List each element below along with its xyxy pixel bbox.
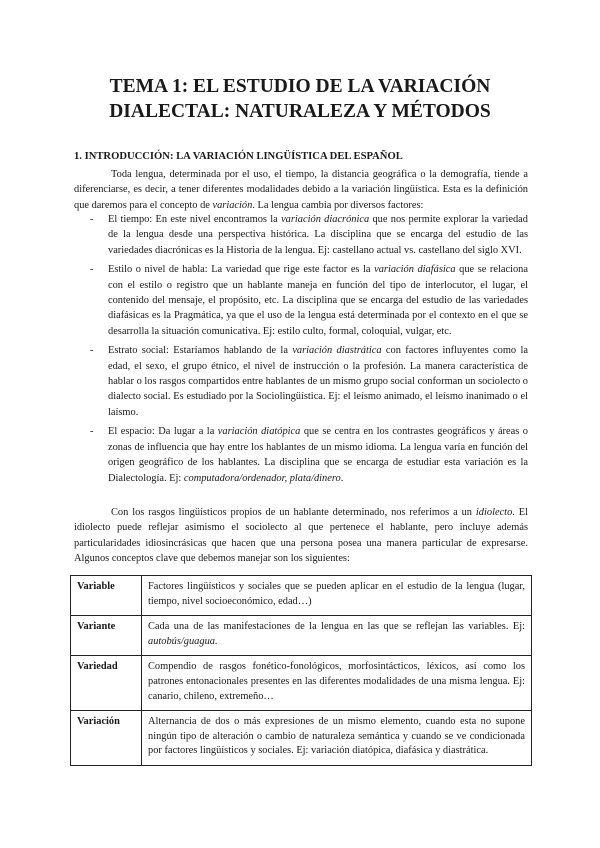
factor-text: El espacio: Da lugar a la <box>108 426 218 438</box>
factor-text: . <box>340 472 344 484</box>
factor-term: variación diafásica <box>374 264 456 276</box>
concept-term: Variable <box>71 576 142 616</box>
factor-text: Estrato social: Estaríamos hablando de la <box>108 345 293 357</box>
factor-space <box>74 424 528 486</box>
document-title: TEMA 1: EL ESTUDIO DE LA VARIACIÓN DIALECTAL: NATURALEZA Y MÉTODOS <box>109 76 491 122</box>
factor-term: variación diastrática <box>292 345 382 357</box>
concept-term: Variante <box>71 616 142 656</box>
table-row <box>71 616 532 656</box>
definition-example: autobús/guagua. <box>148 635 218 647</box>
factor-text: que se centra en los contrastes geográficos y áreas o zonas de influencia que hay entre los hablantes de un mismo idioma. La lengua varía en función del origen geográfico de los hablantes. La disciplina que se encarga de estudiar esta variación es la Dialectología. Ej: <box>108 426 528 484</box>
idiolect-paragraph <box>74 505 528 567</box>
list-dash: - <box>90 345 94 357</box>
factor-text: que se relaciona con el estilo o registro que un hablante maneja en función del tipo de interlocutor, el lugar, el contenido del mensaje, el propósito, etc. La disciplina que se encarga del estudio de las variedades diafásicas es la Pragmática, ya que el uso de la lengua está determinada por el contexto en el que se desarrolla la situación comunicativa. Ej: estilo culto, formal, coloquial, vulgar, etc. <box>108 264 528 337</box>
concept-definition <box>142 656 532 711</box>
factor-text: El tiempo: En este nivel encontramos la <box>108 214 282 225</box>
factor-term: variación diacrónica <box>281 214 370 225</box>
definition-text: Cada una de las manifestaciones de la lengua en las que se reflejan las variables. Ej: <box>148 621 525 633</box>
table-row <box>71 711 532 766</box>
factor-text: con factores influyentes como la edad, el sexo, el grupo étnico, el nivel de instrucción o la profesión. La manera característica de hablar o los rasgos compartidos entre hablantes de un mismo grupo social conforman un sociolecto o dialecto social. Es estudiado por la Sociolingüística. Ej: el leísmo animado, el leísmo inanimado o el laísmo. <box>108 345 528 418</box>
table-row <box>71 656 532 711</box>
factor-example: computadora/ordenador, plata/dinero <box>183 472 341 484</box>
concept-definition <box>142 576 532 616</box>
table-row <box>71 576 532 616</box>
factor-text: que nos permite explorar la variedad de la lengua desde una perspectiva histórica. La disciplina que se encarga del estudio de las variedades diacrónicas es la Historia de la lengua. Ej: castellano actual vs. castellano del siglo XVI. <box>108 214 528 256</box>
intro-paragraph <box>74 167 528 213</box>
concept-term: Variación <box>71 711 142 766</box>
concept-term: Variedad <box>71 656 142 711</box>
factor-style <box>74 262 528 343</box>
concept-definition <box>142 616 532 656</box>
paragraph-text: Con los rasgos lingüísticos propios de un hablante determinado, nos referimos a un <box>111 507 476 518</box>
intro-text: Toda lengua, determinada por el uso, el tiempo, la distancia geográfica o la demografía, tiende a diferenciarse, es decir, a tener diferentes modalidades debido a la variación lingüística. Esta es la definición que daremos para el concepto de <box>74 169 528 211</box>
factor-term: variación diatópica <box>217 426 301 438</box>
definition-text: Compendio de rasgos fonético-fonológicos, morfosintácticos, léxicos, así como los patrones entonacionales presentes en las diferentes modalidades de una misma lengua. Ej: canario, chileno, extremeño… <box>148 661 525 702</box>
factor-social <box>74 343 528 424</box>
factors-list <box>74 212 528 486</box>
intro-term: variación <box>212 199 253 211</box>
concepts-table <box>70 575 532 766</box>
definition-text: Factores lingüísticos y sociales que se pueden aplicar en el estudio de la lengua (lugar, tiempo, nivel socioeconómico, edad…) <box>148 581 525 607</box>
intro-text-end: . La lengua cambia por diversos factores: <box>252 199 424 211</box>
factor-text: Estilo o nivel de habla: La variedad que rige este factor es la <box>108 264 375 276</box>
list-dash: - <box>90 264 94 276</box>
definition-text: Alternancia de dos o más expresiones de un mismo elemento, cuando esta no supone ningún tipo de alteración o cambio de naturaleza semántica y cuando se ve condicionada por factores lingüísticos y sociales. Ej: variación diatópica, diafásica y diastrática. <box>148 716 525 757</box>
idiolect-term: idiolecto <box>475 507 513 518</box>
list-dash: - <box>90 426 94 438</box>
concept-definition <box>142 711 532 766</box>
factor-time <box>74 212 528 262</box>
paragraph-text: . El idiolecto puede reflejar asimismo el sociolecto al que pertenece el hablante, pero incluye además particularidades idiosincrásicas que hacen que una persona posea una manera particular de expresarse. Algunos conceptos clave que debemos manejar son los siguientes: <box>74 507 528 565</box>
list-dash: - <box>90 214 94 225</box>
section-heading: 1. INTRODUCCIÓN: LA VARIACIÓN LINGÜÍSTICA DEL ESPAÑOL <box>74 151 403 162</box>
